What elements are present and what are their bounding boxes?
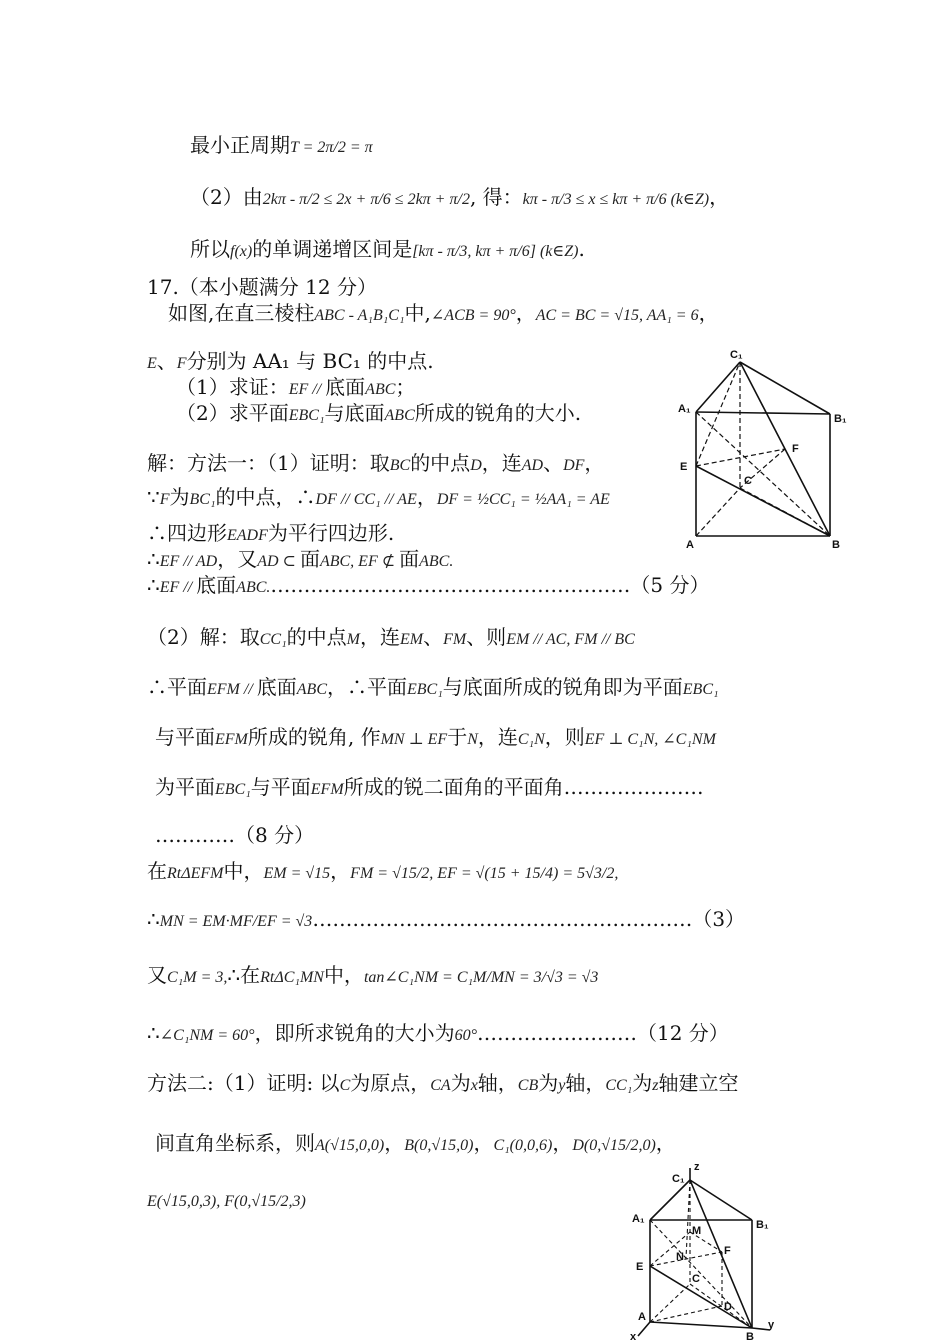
fig2-label: y	[768, 1319, 775, 1331]
text-segment: ，	[384, 1131, 405, 1155]
text-segment: 所成的锐角, 作	[247, 725, 381, 749]
text-line	[147, 546, 453, 575]
math-expression: F	[176, 355, 187, 372]
text-segment: ，	[515, 301, 536, 325]
math-expression: EM // AC, FM // BC	[506, 631, 635, 648]
text-segment: 与平面	[155, 725, 215, 749]
text-segment: 为	[450, 1071, 471, 1095]
fig1-label: C	[744, 475, 752, 487]
text-segment: ；	[395, 375, 416, 399]
math-expression: ABC	[365, 381, 396, 398]
math-expression: DF // CC₁ // AE	[315, 491, 417, 508]
text-segment: ，	[584, 451, 605, 475]
fig2-label: C	[692, 1273, 700, 1285]
text-line	[147, 858, 618, 887]
text-segment: 在	[147, 859, 167, 883]
math-expression: FM	[443, 631, 467, 648]
text-line	[168, 300, 719, 329]
coordinate-prism-figure	[628, 1160, 778, 1342]
math-expression: ABC	[384, 407, 415, 424]
text-segment: …………………………………………………（3）	[312, 907, 746, 931]
text-segment: 又	[147, 963, 167, 987]
fig2-label: A₁	[632, 1213, 645, 1225]
fig1-label: C₁	[730, 349, 743, 361]
math-expression: ABC, EF ⊄	[319, 553, 400, 570]
math-expression: tan∠C₁NM = C₁M/MN = 3/√3 = √3	[363, 969, 599, 986]
text-segment: 的中点	[410, 451, 471, 475]
text-line	[155, 1130, 676, 1159]
math-expression: C₁(0,0,6)	[493, 1137, 553, 1154]
text-segment: 与底面	[324, 401, 385, 425]
text-line	[176, 374, 415, 403]
text-segment: 与平面	[250, 775, 311, 799]
text-segment: ，连	[359, 625, 400, 649]
text-segment: 轴，	[477, 1071, 518, 1095]
text-segment: ∴	[147, 1021, 160, 1045]
math-expression: C₁M = 3,	[167, 969, 228, 986]
text-segment: ∴	[147, 547, 160, 571]
text-segment: ∴	[147, 907, 160, 931]
text-segment: ……………………（12 分）	[476, 1021, 729, 1045]
math-expression: EF ⊥ C₁N, ∠C₁NM	[584, 731, 716, 748]
text-segment: 、	[156, 349, 177, 373]
text-line	[147, 450, 604, 479]
fig2-label: M	[692, 1225, 702, 1237]
math-expression: ABC - A₁B₁C₁	[314, 307, 405, 324]
text-segment: ∴四边形	[147, 521, 227, 545]
text-segment: 所成的锐角的大小.	[414, 401, 582, 425]
math-expression: EBC₁	[682, 681, 719, 698]
text-segment: 17.（本小题满分 12 分）	[147, 275, 377, 299]
text-segment: ∴在	[227, 963, 261, 987]
text-segment: ，	[330, 859, 351, 883]
math-expression: kπ - π/3 ≤ x ≤ kπ + π/6 (k∈Z)	[522, 191, 710, 208]
text-segment: （2）解：取	[147, 625, 260, 649]
text-segment: 轴建立空	[658, 1071, 739, 1095]
math-expression: ABC.	[236, 579, 271, 596]
math-expression: E(√15,0,3), F(0,√15/2,3)	[147, 1193, 306, 1210]
fig2-label: B	[746, 1331, 754, 1342]
math-expression: DF	[563, 457, 585, 474]
fig2-label: C₁	[672, 1173, 685, 1185]
text-segment: ，	[552, 1131, 573, 1155]
text-line	[147, 484, 610, 513]
text-segment: 的中点	[286, 625, 347, 649]
math-expression: EF // AD	[159, 553, 218, 570]
prism-figure	[672, 342, 852, 554]
text-segment: （2）求平面	[176, 401, 289, 425]
text-segment: 的中点，∴	[215, 485, 316, 509]
fig1-label: B₁	[834, 413, 847, 425]
text-segment: 于	[447, 725, 468, 749]
text-segment: 面	[399, 547, 420, 571]
text-segment: 为	[632, 1071, 653, 1095]
text-segment: ，连	[477, 725, 518, 749]
math-expression: EADF	[227, 527, 268, 544]
math-expression: MN ⊥ EF	[380, 731, 448, 748]
text-segment: .	[578, 237, 585, 261]
text-segment: , 得：	[469, 185, 523, 209]
fig2-label: z	[694, 1161, 700, 1173]
math-expression: MN = EM·MF/EF = √3	[159, 913, 313, 930]
math-expression: EFM	[310, 781, 344, 798]
text-line	[176, 400, 581, 429]
fig2-label: B₁	[756, 1219, 769, 1231]
text-line	[190, 184, 729, 213]
text-segment: （1）求证：	[176, 375, 289, 399]
math-expression: EFM //	[207, 681, 257, 698]
text-segment: ∴平面	[147, 675, 207, 699]
math-expression: C₁N	[517, 731, 545, 748]
text-line	[147, 348, 434, 377]
text-segment: 所成的锐二面角的平面角…………………	[343, 775, 704, 799]
text-segment: 解：方法一：（1）证明：取	[147, 451, 390, 475]
fig2-label: N	[676, 1251, 684, 1263]
fig1-label: E	[680, 461, 688, 473]
text-segment: ，又	[217, 547, 258, 571]
text-segment: 的单调递增区间是	[252, 237, 413, 261]
math-expression: z	[652, 1077, 659, 1094]
text-line	[190, 132, 373, 161]
text-segment: 、	[423, 625, 444, 649]
text-segment: 轴，	[565, 1071, 606, 1095]
math-expression: D(0,√15/2,0)	[572, 1137, 656, 1154]
text-segment: …………（8 分）	[155, 823, 315, 847]
text-segment: 最小正周期	[190, 133, 290, 157]
math-expression: CB	[517, 1077, 539, 1094]
text-line	[147, 572, 709, 601]
fig2-label: A	[638, 1311, 646, 1323]
text-segment: 与底面所成的锐角即为平面	[442, 675, 683, 699]
math-expression: A(√15,0,0)	[315, 1137, 385, 1154]
text-segment: ，	[655, 1131, 676, 1155]
text-segment: 为平行四边形.	[267, 521, 395, 545]
text-segment: ，	[473, 1131, 494, 1155]
text-segment: ，	[416, 485, 437, 509]
math-expression: DF = ½CC₁ = ½AA₁ = AE	[436, 491, 610, 508]
math-expression: ∠ACB = 90°	[430, 307, 516, 324]
math-expression: T = 2π/2 = π	[290, 139, 373, 156]
math-expression: EBC₁	[288, 407, 325, 424]
math-expression: EBC₁	[215, 781, 251, 798]
text-segment: ，	[709, 185, 730, 209]
math-expression: ABC	[296, 681, 327, 698]
math-expression: M	[346, 631, 360, 648]
math-expression: CC₁	[605, 1077, 633, 1094]
math-expression: E	[147, 355, 157, 372]
fig2-label: x	[630, 1331, 637, 1342]
text-line	[147, 1020, 729, 1049]
text-segment: 为	[169, 485, 190, 509]
fig2-label: D	[724, 1301, 732, 1313]
math-expression: x	[470, 1077, 478, 1094]
text-line	[155, 774, 704, 803]
text-segment: 所以	[190, 237, 230, 261]
math-expression: 2kπ - π/2 ≤ 2x + π/6 ≤ 2kπ + π/2	[262, 191, 470, 208]
text-segment: 、	[543, 451, 564, 475]
math-expression: AC = BC = √15, AA₁ = 6	[535, 307, 699, 324]
text-segment: 为平面	[155, 775, 215, 799]
text-line	[147, 1186, 306, 1215]
text-segment: （2）由	[190, 185, 263, 209]
math-expression: [kπ - π/3, kπ + π/6] (k∈Z)	[412, 243, 579, 260]
text-line	[147, 674, 719, 703]
math-expression: BC	[389, 457, 411, 474]
text-segment: 如图,在直三棱柱	[168, 301, 315, 325]
math-expression: EM	[399, 631, 424, 648]
math-expression: y	[558, 1077, 566, 1094]
fig1-label: A₁	[678, 403, 691, 415]
math-expression: EBC₁	[406, 681, 443, 698]
problem-heading	[147, 274, 377, 300]
math-expression: D	[470, 457, 482, 474]
fig2-label: E	[636, 1261, 644, 1273]
math-expression: EF //	[159, 579, 197, 596]
text-segment: ，则	[544, 725, 585, 749]
text-segment: 为	[538, 1071, 559, 1095]
math-expression: BC₁	[189, 491, 216, 508]
math-expression: EFM	[215, 731, 248, 748]
math-expression: f(x)	[230, 243, 253, 260]
math-expression: F	[159, 491, 170, 508]
math-expression: EF //	[288, 381, 326, 398]
math-expression: 60°	[454, 1027, 477, 1044]
text-segment: 、则	[466, 625, 507, 649]
math-expression: ∠C₁NM = 60°	[159, 1027, 255, 1044]
fig1-label: A	[686, 539, 694, 551]
math-expression: EM = √15	[263, 865, 331, 882]
text-line	[147, 520, 394, 549]
math-expression: ABC.	[419, 553, 454, 570]
math-expression: AD ⊂	[257, 553, 300, 570]
text-segment: 中，	[323, 963, 364, 987]
text-segment: 中,	[404, 301, 431, 325]
text-segment: 底面	[196, 573, 237, 597]
text-segment: 方法二:（1）证明: 以	[147, 1071, 340, 1095]
text-segment: 底面	[256, 675, 297, 699]
text-segment: 中，	[223, 859, 264, 883]
text-segment: ………………………………………………（5 分）	[270, 573, 710, 597]
text-line	[155, 822, 314, 848]
text-segment: 间直角坐标系，则	[155, 1131, 315, 1155]
text-line	[147, 1070, 739, 1099]
text-segment: 面	[299, 547, 320, 571]
math-expression: C	[339, 1077, 351, 1094]
text-segment: 分别为 AA₁ 与 BC₁ 的中点.	[186, 349, 434, 373]
text-segment: 底面	[325, 375, 366, 399]
fig1-label: F	[792, 443, 799, 455]
text-line	[147, 906, 745, 935]
text-segment: ，∴平面	[326, 675, 407, 699]
fig1-label: B	[832, 539, 840, 551]
text-segment: ，	[698, 301, 719, 325]
text-segment: ，即所求锐角的大小为	[254, 1021, 455, 1045]
math-expression: N	[467, 731, 478, 748]
math-expression: CA	[430, 1077, 451, 1094]
text-segment: ，连	[481, 451, 522, 475]
math-expression: FM = √15/2, EF = √(15 + 15/4) = 5√3/2,	[350, 865, 619, 882]
text-segment: ∴	[147, 573, 160, 597]
text-line	[190, 236, 585, 265]
text-line	[155, 724, 716, 753]
text-line	[147, 624, 635, 653]
fig2-label: F	[724, 1245, 731, 1257]
math-expression: B(0,√15,0)	[404, 1137, 474, 1154]
text-line	[147, 962, 598, 991]
math-expression: RtΔEFM	[167, 865, 224, 882]
math-expression: AD	[521, 457, 544, 474]
math-expression: CC₁	[259, 631, 287, 648]
math-expression: RtΔC₁MN	[260, 969, 324, 986]
text-segment: ∵	[147, 485, 160, 509]
text-segment: 为原点，	[350, 1071, 431, 1095]
